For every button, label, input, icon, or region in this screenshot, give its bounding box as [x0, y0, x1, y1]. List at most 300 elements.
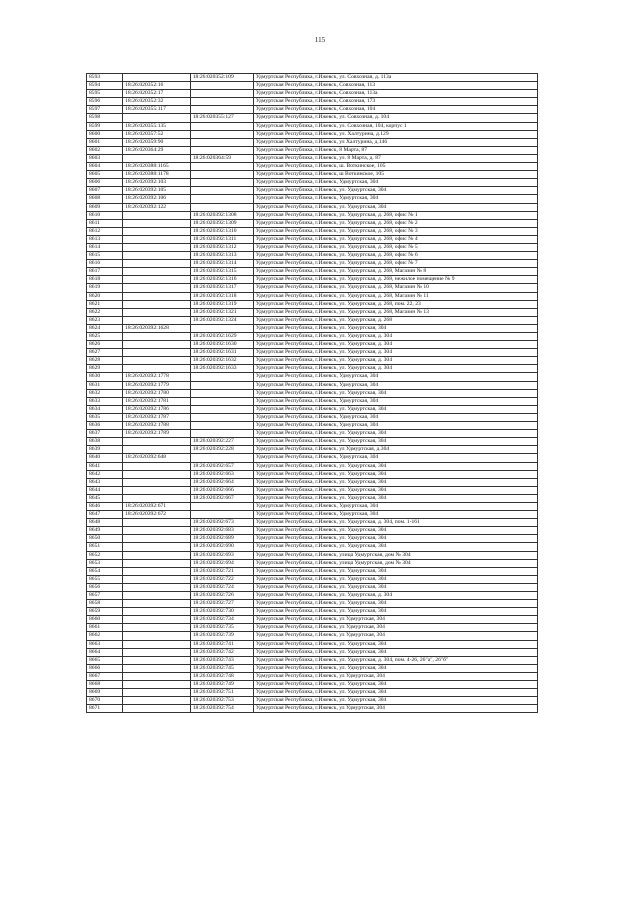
row-number-cell: 8667 — [87, 672, 123, 680]
row-number-cell: 8616 — [87, 260, 123, 268]
building-cadastral-number-cell: 18:26:020392:657 — [190, 462, 253, 470]
building-cadastral-number-cell: 18:26:020392:1309 — [190, 219, 253, 227]
land-cadastral-number-cell: 18:26:020392:106 — [123, 195, 191, 203]
row-number-cell: 8660 — [87, 616, 123, 624]
land-cadastral-number-cell — [123, 486, 191, 494]
table-row — [87, 389, 538, 397]
building-cadastral-number-cell — [190, 381, 253, 389]
land-cadastral-number-cell — [123, 268, 191, 276]
building-cadastral-number-cell: 18:26:020392:745 — [190, 664, 253, 672]
building-cadastral-number-cell: 18:26:020392:741 — [190, 640, 253, 648]
table-row — [87, 551, 538, 559]
address-cell: Удмуртская Республика, г.Ижевск, ул. Удмуртская, д. 268, Магазин № 11 — [253, 292, 537, 300]
building-cadastral-number-cell: 18:26:020392:663 — [190, 470, 253, 478]
row-number-cell: 8628 — [87, 357, 123, 365]
row-number-cell: 8650 — [87, 535, 123, 543]
row-number-cell: 8623 — [87, 316, 123, 324]
row-number-cell: 8642 — [87, 470, 123, 478]
land-cadastral-number-cell — [123, 705, 191, 713]
building-cadastral-number-cell — [190, 98, 253, 106]
building-cadastral-number-cell — [190, 138, 253, 146]
row-number-cell: 8661 — [87, 624, 123, 632]
address-cell: Удмуртская Республика, г.Ижевск, Удмуртская, 304 — [253, 397, 537, 405]
table-row — [87, 470, 538, 478]
building-cadastral-number-cell: 18:26:020392:1316 — [190, 276, 253, 284]
building-cadastral-number-cell: 18:26:020392:742 — [190, 648, 253, 656]
building-cadastral-number-cell: 18:26:020392:726 — [190, 592, 253, 600]
address-cell: Удмуртская Республика, г.Ижевск, ул Халтурина, д.146 — [253, 138, 537, 146]
building-cadastral-number-cell: 18:26:020392:730 — [190, 608, 253, 616]
row-number-cell: 8622 — [87, 308, 123, 316]
table-row — [87, 316, 538, 324]
row-number-cell: 8656 — [87, 583, 123, 591]
address-cell: Удмуртская Республика, г.Ижевск, ул. Удмуртская, 304 — [253, 535, 537, 543]
row-number-cell: 8641 — [87, 462, 123, 470]
building-cadastral-number-cell: 18:26:020392:735 — [190, 624, 253, 632]
row-number-cell: 8620 — [87, 292, 123, 300]
table-row — [87, 195, 538, 203]
table-row — [87, 74, 538, 82]
row-number-cell: 8604 — [87, 163, 123, 171]
building-cadastral-number-cell: 18:26:020392:1632 — [190, 357, 253, 365]
address-cell: Удмуртская Республика, г.Ижевск, ул. Удмуртская, д. 268, пом. 22, 23 — [253, 300, 537, 308]
address-cell: Удмуртская Республика, г.Ижевск, Совхозная, 104 — [253, 106, 537, 114]
land-cadastral-number-cell — [123, 227, 191, 235]
building-cadastral-number-cell — [190, 171, 253, 179]
building-cadastral-number-cell: 18:26:020392:1314 — [190, 260, 253, 268]
table-row — [87, 154, 538, 162]
land-cadastral-number-cell — [123, 592, 191, 600]
building-cadastral-number-cell: 18:26:020392:228 — [190, 446, 253, 454]
table-row — [87, 308, 538, 316]
row-number-cell: 8649 — [87, 527, 123, 535]
row-number-cell: 8593 — [87, 74, 123, 82]
land-cadastral-number-cell — [123, 478, 191, 486]
address-cell: Удмуртская Республика, г.Ижевск, ул. Удмуртская, 304 — [253, 575, 537, 583]
address-cell: Удмуртская Республика, г.Ижевск, ул. Удмуртская, 304 — [253, 689, 537, 697]
building-cadastral-number-cell: 18:26:020392:1318 — [190, 292, 253, 300]
land-cadastral-number-cell — [123, 349, 191, 357]
row-number-cell: 8617 — [87, 268, 123, 276]
address-cell: Удмуртская Республика, г.Ижевск, ул. Удмуртская, д. 268, офис № 7 — [253, 260, 537, 268]
land-cadastral-number-cell — [123, 656, 191, 664]
land-cadastral-number-cell — [123, 567, 191, 575]
land-cadastral-number-cell — [123, 616, 191, 624]
row-number-cell: 8662 — [87, 632, 123, 640]
table-row — [87, 689, 538, 697]
building-cadastral-number-cell — [190, 405, 253, 413]
row-number-cell: 8644 — [87, 486, 123, 494]
land-cadastral-number-cell: 18:26:020392:1789 — [123, 430, 191, 438]
building-cadastral-number-cell: 18:26:020364:59 — [190, 154, 253, 162]
building-cadastral-number-cell: 18:26:020392:1319 — [190, 300, 253, 308]
table-row — [87, 292, 538, 300]
row-number-cell: 8632 — [87, 389, 123, 397]
land-cadastral-number-cell: 18:26:020359:90 — [123, 138, 191, 146]
address-cell: Удмуртская Республика, г.Ижевск, ул. 8 Марта, д. 87 — [253, 154, 537, 162]
address-cell: Удмуртская Республика, г.Ижевск, ул. Удмуртская, д. 268, офис № 2 — [253, 219, 537, 227]
row-number-cell: 8638 — [87, 438, 123, 446]
table-row — [87, 260, 538, 268]
land-cadastral-number-cell — [123, 357, 191, 365]
building-cadastral-number-cell: 18:26:020392:1633 — [190, 365, 253, 373]
table-row — [87, 349, 538, 357]
row-number-cell: 8646 — [87, 502, 123, 510]
row-number-cell: 8601 — [87, 138, 123, 146]
table-row — [87, 672, 538, 680]
building-cadastral-number-cell: 18:26:020392:1312 — [190, 243, 253, 251]
building-cadastral-number-cell — [190, 122, 253, 130]
table-row — [87, 640, 538, 648]
table-row — [87, 454, 538, 462]
land-cadastral-number-cell — [123, 575, 191, 583]
address-cell: Удмуртская Республика, г.Ижевск, Совхозная, 173 — [253, 98, 537, 106]
table-row — [87, 592, 538, 600]
address-cell: Удмуртская Республика, г.Ижевск, ул. Удмуртская, д. 304, пом. 4-26, 26"а", 26"б" — [253, 656, 537, 664]
address-cell: Удмуртская Республика, г.Ижевск, ул. Удмуртская, 304 — [253, 470, 537, 478]
row-number-cell: 8595 — [87, 90, 123, 98]
row-number-cell: 8602 — [87, 146, 123, 154]
table-row — [87, 130, 538, 138]
building-cadastral-number-cell: 18:26:020392:1315 — [190, 268, 253, 276]
address-cell: Удмуртская Республика, г.Ижевск, ул. Удмуртская, д. 304 — [253, 333, 537, 341]
row-number-cell: 8627 — [87, 349, 123, 357]
row-number-cell: 8607 — [87, 187, 123, 195]
building-cadastral-number-cell — [190, 430, 253, 438]
row-number-cell: 8596 — [87, 98, 123, 106]
land-cadastral-number-cell — [123, 664, 191, 672]
address-cell: Удмуртская Республика, г.Ижевск, ул. Удмуртская, 304 — [253, 697, 537, 705]
address-cell: Удмуртская Республика, г.Ижевск, Совхозная, 113а — [253, 90, 537, 98]
land-cadastral-number-cell — [123, 252, 191, 260]
land-cadastral-number-cell: 18:26:020392:1788 — [123, 422, 191, 430]
address-cell: Удмуртская Республика, г.Ижевск, ул. Удмуртская, д. 268, офис № 5 — [253, 243, 537, 251]
land-cadastral-number-cell: 18:26:020352:17 — [123, 90, 191, 98]
row-number-cell: 8631 — [87, 381, 123, 389]
table-row — [87, 203, 538, 211]
row-number-cell: 8626 — [87, 341, 123, 349]
table-row — [87, 486, 538, 494]
building-cadastral-number-cell: 18:26:020392:753 — [190, 697, 253, 705]
table-row — [87, 608, 538, 616]
row-number-cell: 8647 — [87, 511, 123, 519]
building-cadastral-number-cell: 18:26:020392:664 — [190, 478, 253, 486]
land-cadastral-number-cell — [123, 74, 191, 82]
row-number-cell: 8648 — [87, 519, 123, 527]
table-row — [87, 381, 538, 389]
building-cadastral-number-cell: 18:26:020392:689 — [190, 535, 253, 543]
table-row — [87, 82, 538, 90]
row-number-cell: 8608 — [87, 195, 123, 203]
address-cell: Удмуртская Республика, г.Ижевск, ул. Удмуртская, 304 — [253, 389, 537, 397]
address-cell: Удмуртская Республика, г.Ижевск, ул Удмуртская, 304 — [253, 705, 537, 713]
row-number-cell: 8657 — [87, 592, 123, 600]
land-cadastral-number-cell: 18:26:020392:1628 — [123, 324, 191, 332]
building-cadastral-number-cell: 18:26:020392:673 — [190, 519, 253, 527]
address-cell: Удмуртская Республика, г.Ижевск, ул. Удмуртская, д. 304 — [253, 341, 537, 349]
table-row — [87, 122, 538, 130]
building-cadastral-number-cell: 18:26:020392:667 — [190, 494, 253, 502]
address-cell: Удмуртская Республика, г.Ижевск, Удмуртская, 304 — [253, 413, 537, 421]
address-cell: Удмуртская Республика, г.Ижевск, ул. Удмуртская, 304 — [253, 203, 537, 211]
building-cadastral-number-cell: 18:26:020392:739 — [190, 632, 253, 640]
row-number-cell: 8658 — [87, 600, 123, 608]
table-row — [87, 405, 538, 413]
building-cadastral-number-cell — [190, 422, 253, 430]
table-row — [87, 656, 538, 664]
land-cadastral-number-cell — [123, 243, 191, 251]
land-cadastral-number-cell: 18:26:020392:103 — [123, 179, 191, 187]
table-row — [87, 98, 538, 106]
address-cell: Удмуртская Республика, г.Ижевск, ул. Халтурина, д.129 — [253, 130, 537, 138]
row-number-cell: 8618 — [87, 276, 123, 284]
building-cadastral-number-cell: 18:26:020355:127 — [190, 114, 253, 122]
land-cadastral-number-cell: 18:26:020392:671 — [123, 502, 191, 510]
land-cadastral-number-cell — [123, 632, 191, 640]
land-cadastral-number-cell — [123, 211, 191, 219]
table-row — [87, 502, 538, 510]
land-cadastral-number-cell: 18:26:020355:135 — [123, 122, 191, 130]
table-row — [87, 373, 538, 381]
building-cadastral-number-cell — [190, 82, 253, 90]
land-cadastral-number-cell — [123, 308, 191, 316]
row-number-cell: 8594 — [87, 82, 123, 90]
row-number-cell: 8624 — [87, 324, 123, 332]
address-cell: Удмуртская Республика, г.Ижевск, ул. Удмуртская, д. 304 — [253, 349, 537, 357]
address-cell: Удмуртская Республика, г.Ижевск, Удмуртская, 304 — [253, 454, 537, 462]
land-cadastral-number-cell — [123, 583, 191, 591]
building-cadastral-number-cell: 18:26:020392:754 — [190, 705, 253, 713]
address-cell: Удмуртская Республика, г.Ижевск, ул. Удмуртская, д. 304 — [253, 357, 537, 365]
table-row — [87, 284, 538, 292]
table-row — [87, 527, 538, 535]
building-cadastral-number-cell: 18:26:020392:1324 — [190, 316, 253, 324]
building-cadastral-number-cell — [190, 146, 253, 154]
address-cell: Удмуртская Республика, г.Ижевск, ул. Удмуртская, 304 — [253, 567, 537, 575]
land-cadastral-number-cell — [123, 494, 191, 502]
row-number-cell: 8651 — [87, 543, 123, 551]
table-row — [87, 211, 538, 219]
address-cell: Удмуртская Республика, г.Ижевск, ул. Удмуртская, 304 — [253, 405, 537, 413]
building-cadastral-number-cell: 18:26:020392:666 — [190, 486, 253, 494]
building-cadastral-number-cell — [190, 413, 253, 421]
land-cadastral-number-cell — [123, 600, 191, 608]
address-cell: Удмуртская Республика, г.Ижевск, ул. Удмуртская, д. 268, Магазин № 8 — [253, 268, 537, 276]
land-cadastral-number-cell: 18:26:020392:105 — [123, 187, 191, 195]
land-cadastral-number-cell — [123, 689, 191, 697]
row-number-cell: 8597 — [87, 106, 123, 114]
row-number-cell: 8671 — [87, 705, 123, 713]
address-cell: Удмуртская Республика, г.Ижевск, ул. Удмуртская, 304 — [253, 494, 537, 502]
address-cell: Удмуртская Республика, г.Ижевск, ул. Совхозная, д. 113а — [253, 74, 537, 82]
table-row — [87, 462, 538, 470]
building-cadastral-number-cell: 18:26:020392:734 — [190, 616, 253, 624]
table-row — [87, 227, 538, 235]
table-row — [87, 235, 538, 243]
table-row — [87, 163, 538, 171]
address-cell: Удмуртская Республика, г.Ижевск, ул. Удмуртская, д. 268, нежилое помещение № 9 — [253, 276, 537, 284]
table-row — [87, 114, 538, 122]
row-number-cell: 8664 — [87, 648, 123, 656]
land-cadastral-number-cell — [123, 559, 191, 567]
table-row — [87, 341, 538, 349]
building-cadastral-number-cell — [190, 130, 253, 138]
land-cadastral-number-cell — [123, 341, 191, 349]
row-number-cell: 8665 — [87, 656, 123, 664]
table-row — [87, 219, 538, 227]
table-row — [87, 300, 538, 308]
land-cadastral-number-cell: 18:26:020392:1781 — [123, 397, 191, 405]
address-cell: Удмуртская Республика, г.Ижевск, ул. Удмуртская, д. 268, офис № 3 — [253, 227, 537, 235]
row-number-cell: 8670 — [87, 697, 123, 705]
building-cadastral-number-cell: 18:26:020392:1317 — [190, 284, 253, 292]
row-number-cell: 8637 — [87, 430, 123, 438]
row-number-cell: 8614 — [87, 243, 123, 251]
address-cell: Удмуртская Республика, г.Ижевск, ул. Удмуртская, 304 — [253, 462, 537, 470]
building-cadastral-number-cell: 18:26:020392:722 — [190, 575, 253, 583]
land-cadastral-number-cell: 18:26:020392:1787 — [123, 413, 191, 421]
table-row — [87, 243, 538, 251]
row-number-cell: 8653 — [87, 559, 123, 567]
row-number-cell: 8621 — [87, 300, 123, 308]
building-cadastral-number-cell: 18:26:020392:721 — [190, 567, 253, 575]
table-row — [87, 697, 538, 705]
address-cell: Удмуртская Республика, г.Ижевск, ул. Удмуртская, 304 — [253, 600, 537, 608]
address-cell: Удмуртская Республика, г.Ижевск, ул. Удмуртская, 304 — [253, 478, 537, 486]
land-cadastral-number-cell — [123, 697, 191, 705]
building-cadastral-number-cell: 18:26:020352:109 — [190, 74, 253, 82]
building-cadastral-number-cell: 18:26:020392:1313 — [190, 252, 253, 260]
table-row — [87, 559, 538, 567]
table-row — [87, 632, 538, 640]
row-number-cell: 8654 — [87, 567, 123, 575]
land-cadastral-number-cell: 18:26:020355:117 — [123, 106, 191, 114]
building-cadastral-number-cell: 18:26:020392:1311 — [190, 235, 253, 243]
address-cell: Удмуртская Республика, г.Ижевск, 8 Марта, 87 — [253, 146, 537, 154]
row-number-cell: 8611 — [87, 219, 123, 227]
table-row — [87, 146, 538, 154]
row-number-cell: 8605 — [87, 171, 123, 179]
table-row — [87, 324, 538, 332]
table-row — [87, 365, 538, 373]
building-cadastral-number-cell — [190, 324, 253, 332]
building-cadastral-number-cell — [190, 203, 253, 211]
registry-table — [86, 73, 538, 713]
row-number-cell: 8625 — [87, 333, 123, 341]
table-row — [87, 478, 538, 486]
land-cadastral-number-cell — [123, 608, 191, 616]
address-cell: Удмуртская Республика, г.Ижевск, ул. Удмуртская, д. 268 — [253, 316, 537, 324]
address-cell: Удмуртская Республика, г.Ижевск, ул. Удмуртская, 304 — [253, 486, 537, 494]
building-cadastral-number-cell: 18:26:020392:1631 — [190, 349, 253, 357]
land-cadastral-number-cell — [123, 300, 191, 308]
table-row — [87, 624, 538, 632]
land-cadastral-number-cell — [123, 672, 191, 680]
row-number-cell: 8603 — [87, 154, 123, 162]
table-row — [87, 494, 538, 502]
land-cadastral-number-cell — [123, 114, 191, 122]
building-cadastral-number-cell: 18:26:020392:749 — [190, 681, 253, 689]
address-cell: Удмуртская Республика, г.Ижевск, ул. Удмуртская, 304 — [253, 664, 537, 672]
land-cadastral-number-cell — [123, 535, 191, 543]
building-cadastral-number-cell: 18:26:020392:727 — [190, 600, 253, 608]
address-cell: Удмуртская Республика, г.Ижевск, ул Удмуртская, д.304 — [253, 446, 537, 454]
table-row — [87, 616, 538, 624]
land-cadastral-number-cell — [123, 284, 191, 292]
building-cadastral-number-cell: 18:26:020392:748 — [190, 672, 253, 680]
table-row — [87, 422, 538, 430]
row-number-cell: 8600 — [87, 130, 123, 138]
address-cell: Удмуртская Республика, г.Ижевск, ул. Удмуртская, 304 — [253, 681, 537, 689]
address-cell: Удмуртская Республика, г.Ижевск, ул. Удмуртская, д. 268, офис № 1 — [253, 211, 537, 219]
building-cadastral-number-cell: 18:26:020392:1629 — [190, 333, 253, 341]
building-cadastral-number-cell: 18:26:020392:751 — [190, 689, 253, 697]
row-number-cell: 8635 — [87, 413, 123, 421]
land-cadastral-number-cell: 18:26:020392:1786 — [123, 405, 191, 413]
land-cadastral-number-cell — [123, 438, 191, 446]
building-cadastral-number-cell — [190, 454, 253, 462]
land-cadastral-number-cell: 18:26:020357:52 — [123, 130, 191, 138]
land-cadastral-number-cell — [123, 551, 191, 559]
address-cell: Удмуртская Республика, г.Ижевск, улица Удмуртская, дом № 304 — [253, 551, 537, 559]
land-cadastral-number-cell — [123, 681, 191, 689]
table-row — [87, 446, 538, 454]
table-row — [87, 705, 538, 713]
address-cell: Удмуртская Республика, г.Ижевск, Удмуртская, 304 — [253, 373, 537, 381]
land-cadastral-number-cell — [123, 624, 191, 632]
row-number-cell: 8655 — [87, 575, 123, 583]
table-row — [87, 681, 538, 689]
row-number-cell: 8613 — [87, 235, 123, 243]
address-cell: Удмуртская Республика, г.Ижевск, ул. Удмуртская, 304 — [253, 527, 537, 535]
land-cadastral-number-cell — [123, 446, 191, 454]
address-cell: Удмуртская Республика, г.Ижевск, ул. Удмуртская, д. 304, пом. 1-161 — [253, 519, 537, 527]
row-number-cell: 8619 — [87, 284, 123, 292]
address-cell: Удмуртская Республика, г.Ижевск, ул. Удмуртская, 304 — [253, 438, 537, 446]
building-cadastral-number-cell: 18:26:020392:693 — [190, 551, 253, 559]
land-cadastral-number-cell — [123, 292, 191, 300]
table-row — [87, 583, 538, 591]
row-number-cell: 8599 — [87, 122, 123, 130]
land-cadastral-number-cell — [123, 276, 191, 284]
address-cell: Удмуртская Республика, г.Ижевск, ул. Удмуртская, 304 — [253, 583, 537, 591]
building-cadastral-number-cell — [190, 195, 253, 203]
table-row — [87, 187, 538, 195]
row-number-cell: 8652 — [87, 551, 123, 559]
land-cadastral-number-cell — [123, 316, 191, 324]
address-cell: Удмуртская Республика, г.Ижевск, ул. Совхозная, д. 104 — [253, 114, 537, 122]
address-cell: Удмуртская Республика, г.Ижевск, ул. Удмуртская, д. 268, Магазин № 13 — [253, 308, 537, 316]
land-cadastral-number-cell: 18:26:020352:32 — [123, 98, 191, 106]
table-row — [87, 90, 538, 98]
land-cadastral-number-cell — [123, 365, 191, 373]
table-row — [87, 664, 538, 672]
address-cell: Удмуртская Республика, г.Ижевск, Удмуртская, 304 — [253, 195, 537, 203]
land-cadastral-number-cell — [123, 462, 191, 470]
building-cadastral-number-cell: 18:26:020392:683 — [190, 527, 253, 535]
address-cell: Удмуртская Республика, г.Ижевск, ул. Удмуртская, 304 — [253, 648, 537, 656]
address-cell: Удмуртская Республика, г.Ижевск, ул. Совхозная, 104, корпус 1 — [253, 122, 537, 130]
address-cell: Удмуртская Республика, г.Ижевск, ш Воткинское, 105 — [253, 171, 537, 179]
land-cadastral-number-cell: 18:26:020392:1780 — [123, 389, 191, 397]
land-cadastral-number-cell: 18:26:020364:29 — [123, 146, 191, 154]
building-cadastral-number-cell: 18:26:020392:694 — [190, 559, 253, 567]
table-row — [87, 333, 538, 341]
land-cadastral-number-cell: 18:26:020392:1779 — [123, 381, 191, 389]
address-cell: Удмуртская Республика, г.Ижевск, ул Удмуртская, 304 — [253, 616, 537, 624]
land-cadastral-number-cell — [123, 648, 191, 656]
land-cadastral-number-cell — [123, 235, 191, 243]
